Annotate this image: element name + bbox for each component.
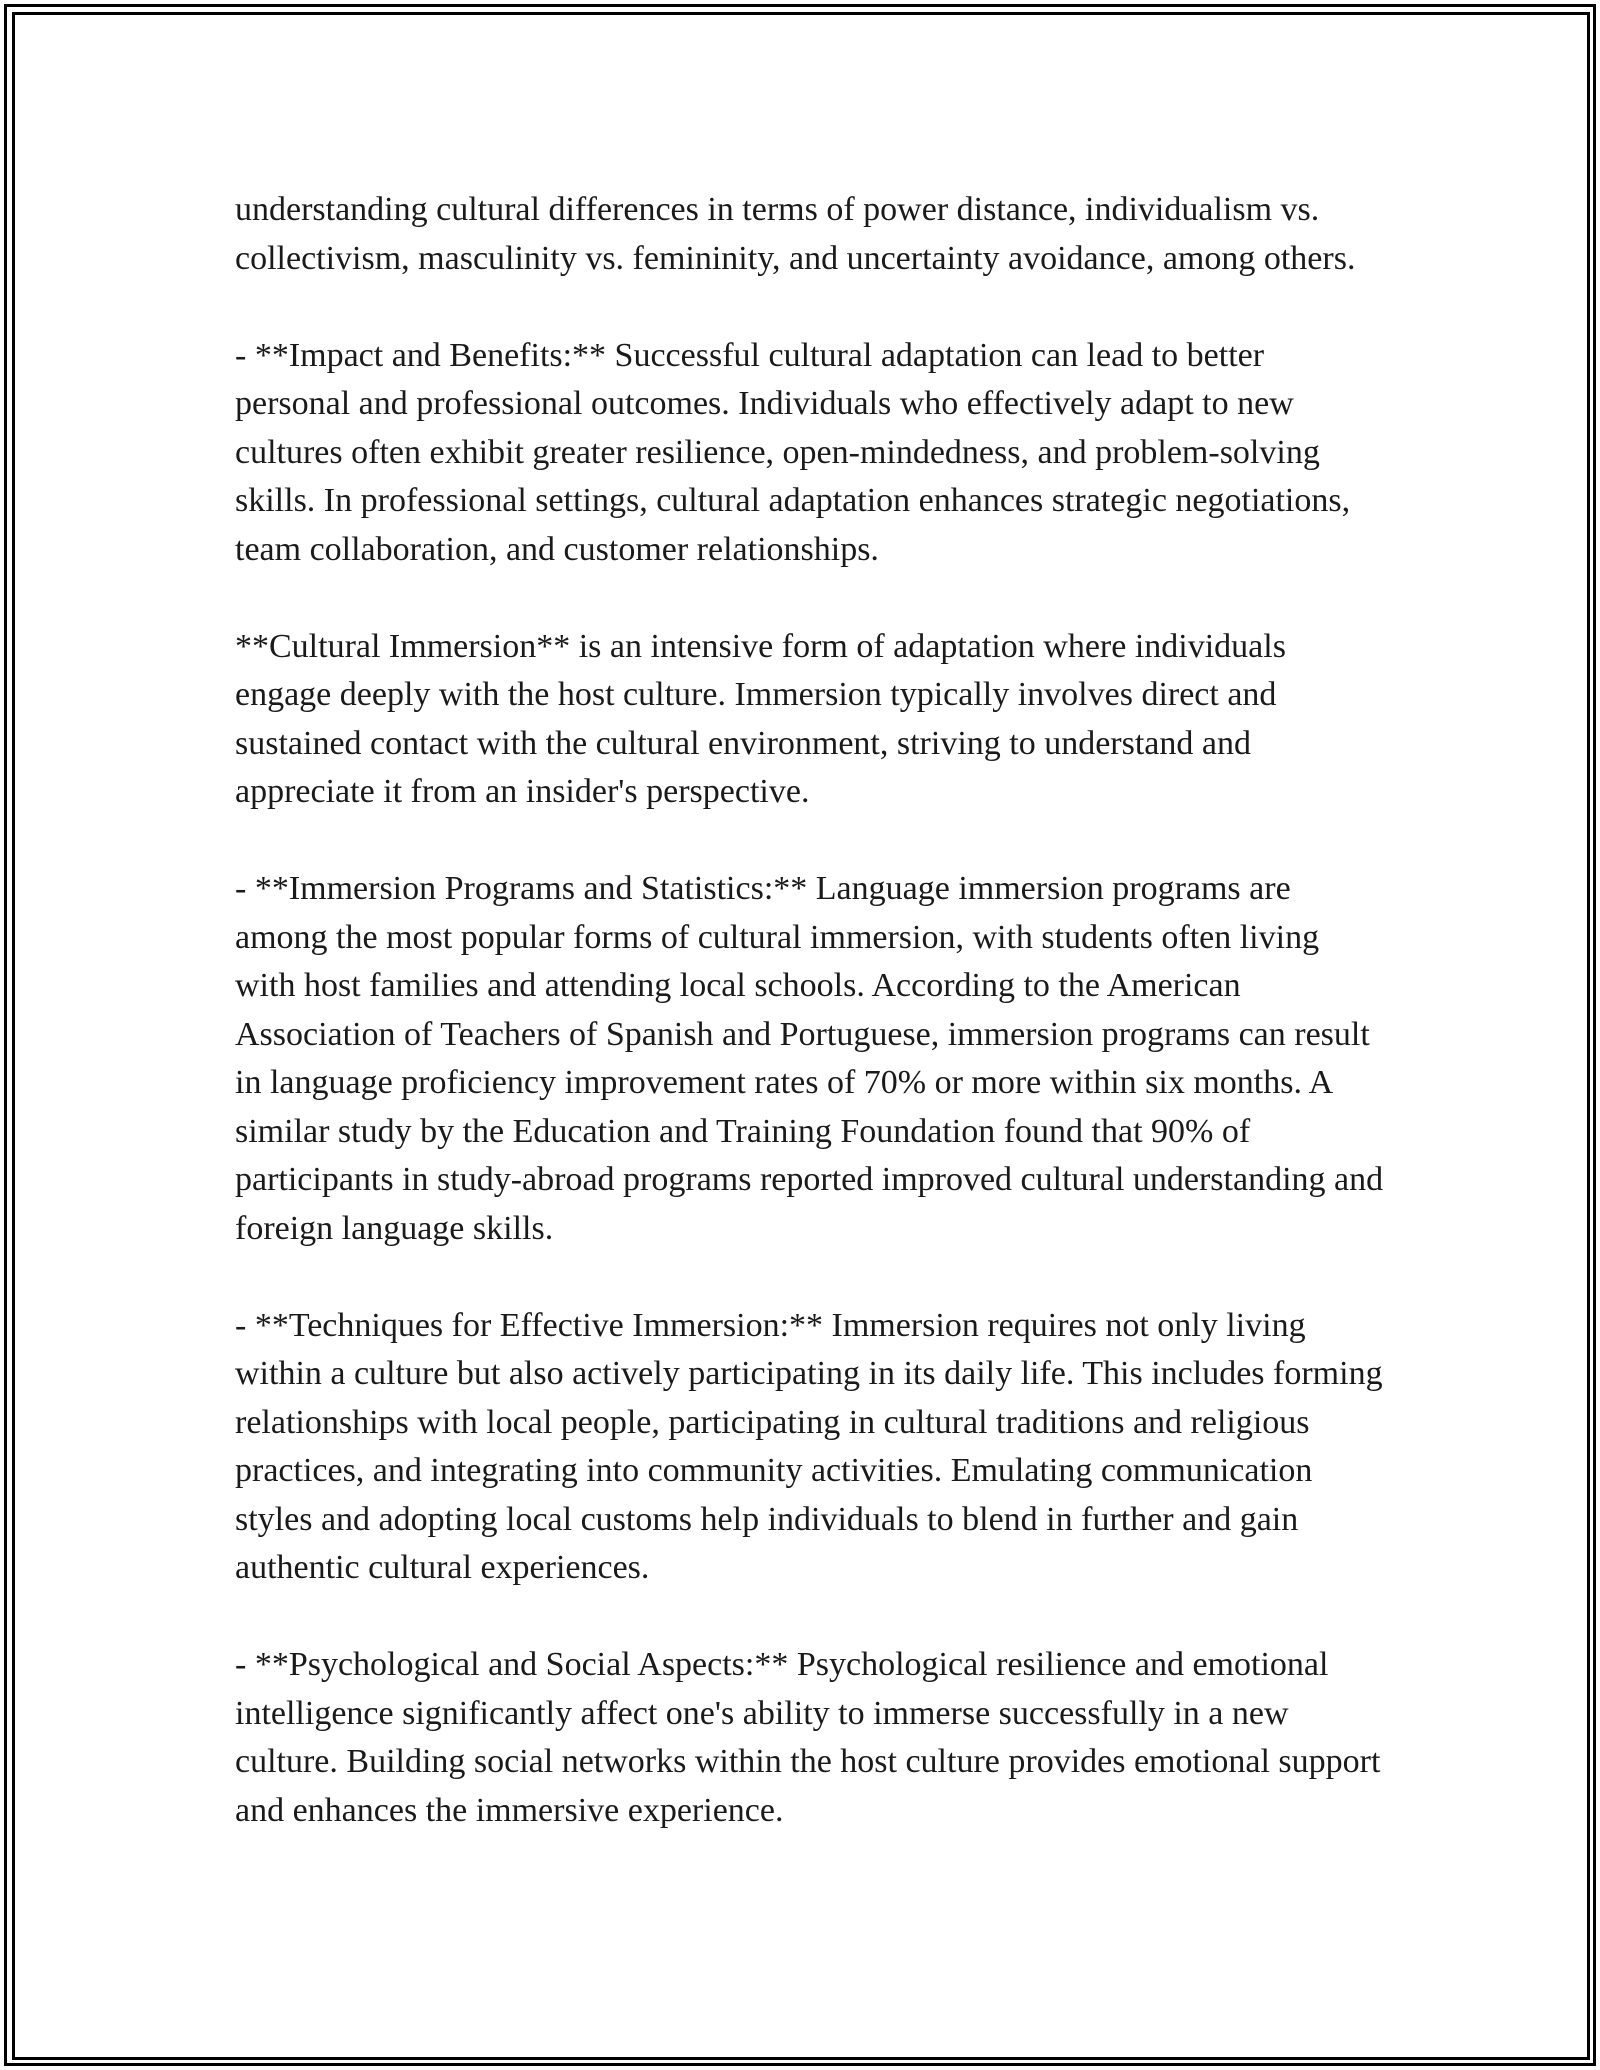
paragraph-techniques-for-immersion: - **Techniques for Effective Immersion:** Immersion requires not only living within a culture but also actively participating in its daily life. This includes forming relationships with local people, participating in cultural traditions and religious practices, and integrating into community activities. Emulating communication styles and adopting local customs help individuals to blend in further and gain authentic cultural experiences. bbox=[235, 1306, 1383, 1586]
paragraph-psychological-social-aspects: - **Psychological and Social Aspects:** Psychological resilience and emotional intelligence significantly affect one's ability to immerse successfully in a new culture. Building social networks within the host culture provides emotional support and enhances the immersive experience. bbox=[235, 1646, 1381, 1829]
paragraph-impact-and-benefits: - **Impact and Benefits:** Successful cultural adaptation can lead to better personal and professional outcomes. Individuals who effectively adapt to new cultures often exhibit greater resilience, open-mindedness, and problem-solving skills. In professional settings, cultural adaptation enhances strategic negotiations, team collaboration, and customer relationships. bbox=[235, 336, 1351, 568]
paragraph-immersion-programs: - **Immersion Programs and Statistics:** Language immersion programs are among the most popular forms of cultural immersion, with students often living with host families and attending local schools. According to the American Association of Teachers of Spanish and Portuguese, immersion programs can result in language proficiency improvement rates of 70% or more within six months. A similar study by the Education and Training Foundation found that 90% of participants in study-abroad programs reported improved cultural understanding and foreign language skills. bbox=[235, 870, 1384, 1247]
paragraph-cultural-dimensions: understanding cultural differences in terms of power distance, individualism vs. collectivism, masculinity vs. femininity, and uncertainty avoidance, among others. bbox=[235, 191, 1356, 277]
paragraph-cultural-immersion: **Cultural Immersion** is an intensive form of adaptation where individuals engage deeply with the host culture. Immersion typically involves direct and sustained contact with the cultural environment, striving to understand and appreciate it from an insider's perspective. bbox=[235, 627, 1286, 810]
document-body bbox=[235, 186, 1385, 1835]
